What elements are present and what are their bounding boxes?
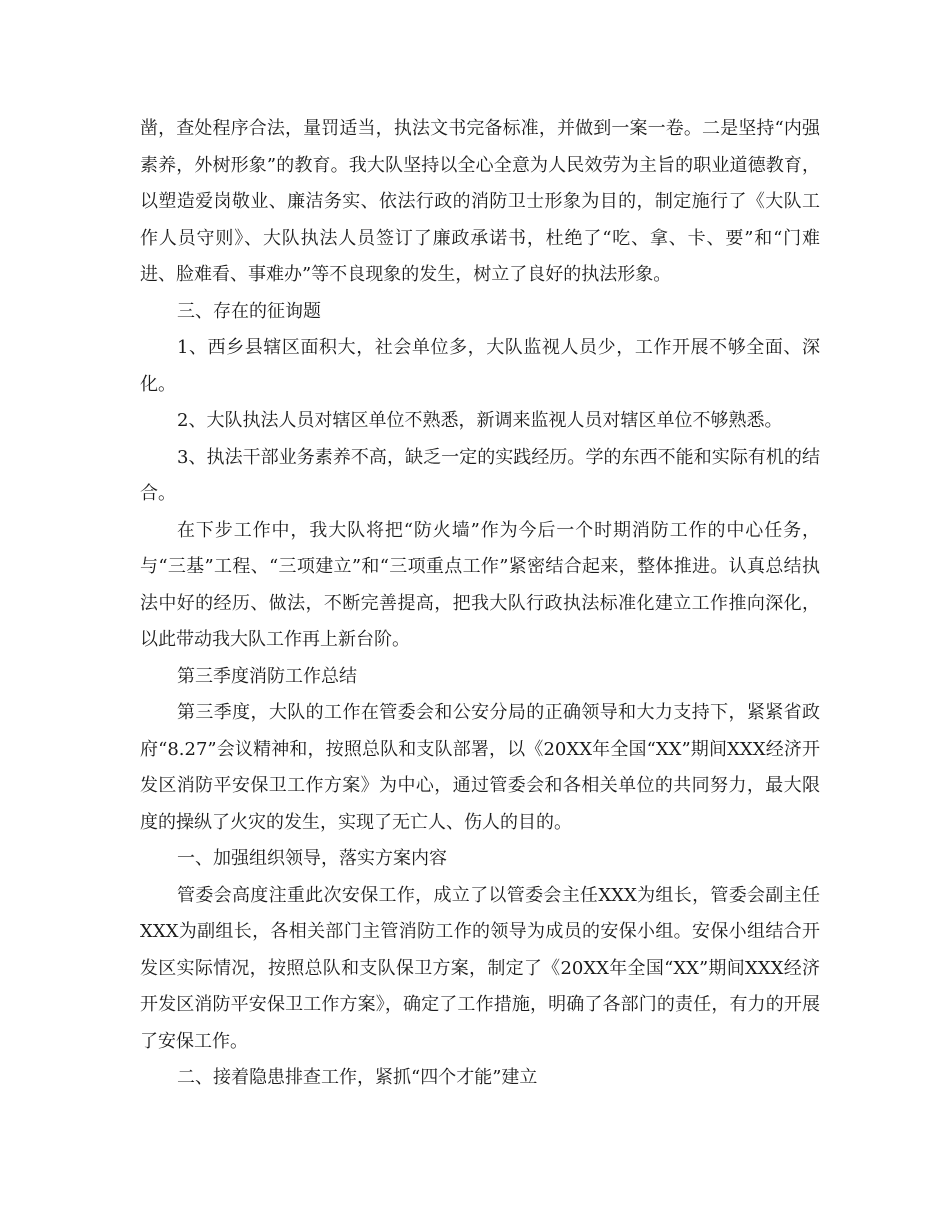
document-body xyxy=(140,111,820,1097)
paragraph-intro-continuation: 凿，查处程序合法，量罚适当，执法文书完备标准，并做到一案一卷。二是坚持“内强素养，外树形象”的教育。我大队坚持以全心全意为人民效劳为主旨的职业道德教育，以塑造爱岗敬业、廉洁务实、依法行政的消防卫士形象为目的，制定施行了《大队工作人员守则》、大队执法人员签订了廉政承诺书，杜绝了“吃、拿、卡、要”和“门难进、脸难看、事难办”等不良现象的发生，树立了良好的执法形象。 xyxy=(140,118,820,285)
section-heading-organization: 一、加强组织领导，落实方案内容 xyxy=(177,848,447,869)
document-title-q3-summary: 第三季度消防工作总结 xyxy=(177,665,357,687)
problem-item-1: 1、西乡县辖区面积大，社会单位多，大队监视人员少，工作开展不够全面、深化。 xyxy=(140,337,820,395)
section-heading-hazard-inspection: 二、接着隐患排查工作，紧抓“四个才能”建立 xyxy=(177,1067,538,1088)
problem-item-3: 3、执法干部业务素养不高，缺乏一定的实践经历。学的东西不能和实际有机的结合。 xyxy=(140,446,820,504)
paragraph-q3-overview: 第三季度，大队的工作在管委会和公安分局的正确领导和大力支持下，紧紧省政府“8.27”会议精神和，按照总队和支队部署，以《20XX年全国“XX”期间XXX经济开发区消防平安保卫工作方案》为中心，通过管委会和各相关单位的共同努力，最大限度的操纵了火灾的发生，实现了无亡人、伤人的目的。 xyxy=(140,702,820,833)
problem-item-2: 2、大队执法人员对辖区单位不熟悉，新调来监视人员对辖区单位不够熟悉。 xyxy=(177,410,783,431)
paragraph-next-steps: 在下步工作中，我大队将把“防火墙”作为今后一个时期消防工作的中心任务，与“三基”工程、“三项建立”和“三项重点工作”紧密结合起来，整体推进。认真总结执法中好的经历、做法，不断完善提高，把我大队行政执法标准化建立工作推向深化，以此带动我大队工作再上新台阶。 xyxy=(140,519,820,650)
paragraph-organization: 管委会高度注重此次安保工作，成立了以管委会主任XXX为组长，管委会副主任XXX为副组长，各相关部门主管消防工作的领导为成员的安保小组。安保小组结合开发区实际情况，按照总队和支队保卫方案，制定了《20XX年全国“XX”期间XXX经济开发区消防平安保卫工作方案》，确定了工作措施，明确了各部门的责任，有力的开展了安保工作。 xyxy=(140,884,820,1052)
section-heading-existing-problems: 三、存在的征询题 xyxy=(177,300,321,322)
